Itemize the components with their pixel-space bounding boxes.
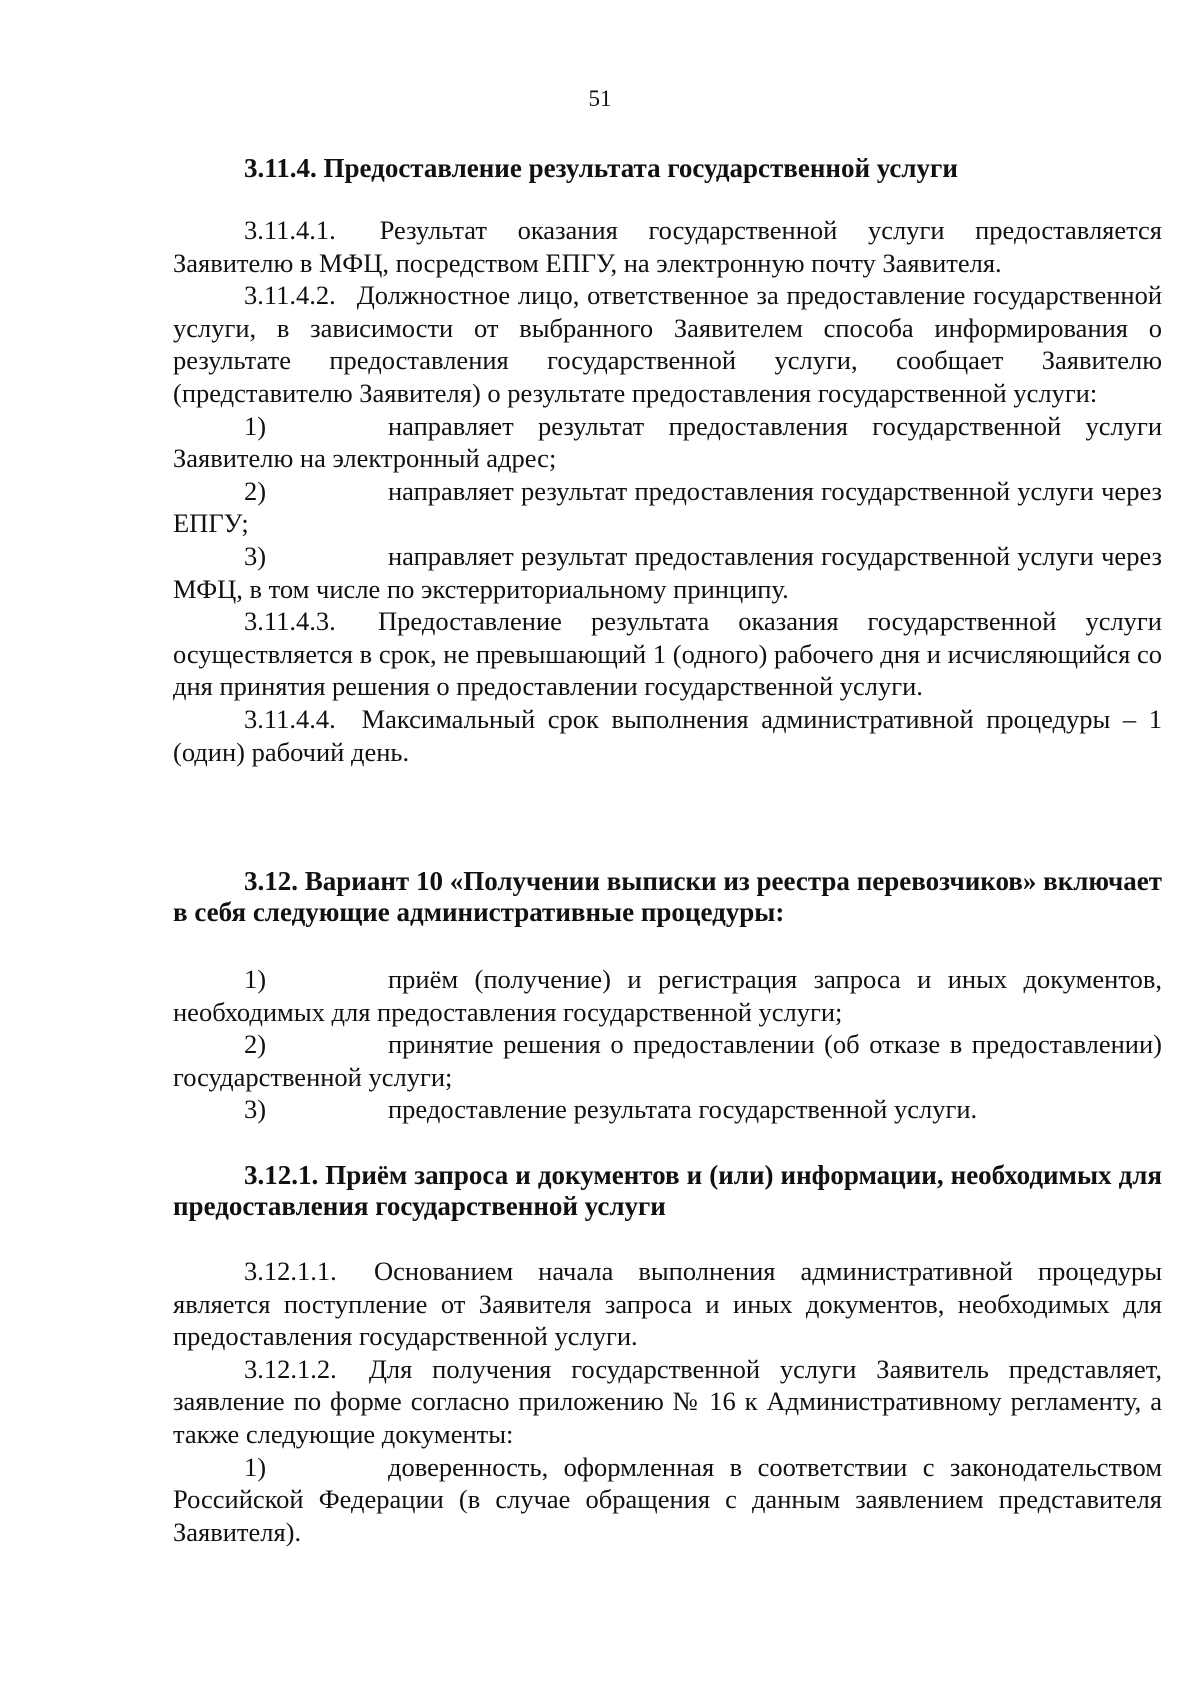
paragraph-3-11-4-1 [173, 214, 1162, 279]
clause-text: Должностное лицо, ответственное за предоставление государственной услуги, в зависимости от выбранного Заявителем способа информирования о результате предоставления государственной услуги, сообщает Заявителю (представителю Заявителя) о результате предоставления государственной услуги: [173, 280, 1163, 408]
list-marker: 2) [244, 475, 267, 506]
list-item [173, 410, 1162, 475]
clause-number: 3.12.1.1. [244, 1256, 337, 1286]
paragraph-3-11-4-2 [173, 279, 1162, 409]
list-item [173, 963, 1162, 1028]
list-marker: 3) [244, 1094, 267, 1125]
list-item [173, 475, 1162, 540]
section-body-3-12-1 [173, 1255, 1162, 1548]
list-text: принятие решения о предоставлении (об отказе в предоставлении) государственной услуги; [173, 1029, 1162, 1092]
list-marker: 1) [244, 1451, 267, 1482]
clause-number: 3.11.4.4. [244, 703, 336, 734]
clause-number: 3.11.4.2. [244, 280, 336, 311]
paragraph-3-11-4-4 [173, 703, 1162, 768]
clause-text: Для получения государственной услуги Заявитель представляет, заявление по форме согласно приложению № 16 к Административному регламенту, а также следующие документы: [173, 1353, 1163, 1449]
section-heading-3-11-4: 3.11.4. Предоставление результата государственной услуги [244, 153, 958, 183]
page-number: 51 [588, 86, 612, 111]
list-text: направляет результат предоставления государственной услуги Заявителю на электронный адрес; [173, 410, 1162, 474]
list-text: приём (получение) и регистрация запроса и иных документов, необходимых для предоставления государственной услуги; [173, 964, 1162, 1027]
list-item [173, 1028, 1162, 1093]
list-item [173, 1093, 1162, 1126]
clause-number: 3.11.4.3. [244, 606, 336, 637]
clause-text: Предоставление результата оказания государственной услуги осуществляется в срок, не превышающий 1 (одного) рабочего дня и исчисляющийся со дня принятия решения о предоставлении государственной услуги. [173, 606, 1162, 702]
list-marker: 2) [244, 1029, 267, 1060]
list-text: предоставление результата государственной услуги. [388, 1094, 978, 1125]
section-heading-3-12-1: 3.12.1. Приём запроса и документов и (или) информации, необходимых для предоставления государственной услуги [173, 1160, 1162, 1221]
clause-number: 3.11.4.1. [244, 215, 336, 245]
section-body-3-12 [173, 963, 1162, 1126]
clause-number: 3.12.1.2. [244, 1353, 337, 1384]
clause-text: Максимальный срок выполнения административной процедуры – 1 (один) рабочий день. [173, 703, 1163, 767]
list-text: направляет результат предоставления государственной услуги через МФЦ, в том числе по экстерриториальному принципу. [173, 540, 1162, 604]
paragraph-3-12-1-2 [173, 1353, 1162, 1451]
list-marker: 1) [244, 964, 267, 994]
list-text: направляет результат предоставления государственной услуги через ЕПГУ; [173, 475, 1162, 539]
list-marker: 3) [244, 540, 267, 571]
paragraph-3-12-1-1 [173, 1255, 1162, 1353]
list-text: доверенность, оформленная в соответствии с законодательством Российской Федерации (в случае обращения с данным заявлением представителя Заявителя). [173, 1451, 1162, 1547]
list-item [173, 1451, 1162, 1549]
paragraph-3-11-4-3 [173, 605, 1162, 703]
section-body-3-11-4 [173, 214, 1162, 768]
section-heading-3-12: 3.12. Вариант 10 «Получении выписки из реестра перевозчиков» включает в себя следующие административные процедуры: [173, 866, 1162, 927]
list-item [173, 540, 1162, 605]
clause-text: Результат оказания государственной услуги предоставляется Заявителю в МФЦ, посредством ЕПГУ, на электронную почту Заявителя. [173, 215, 1162, 278]
clause-text: Основанием начала выполнения административной процедуры является поступление от Заявителя запроса и иных документов, необходимых для предоставления государственной услуги. [173, 1256, 1163, 1352]
list-marker: 1) [244, 410, 267, 441]
